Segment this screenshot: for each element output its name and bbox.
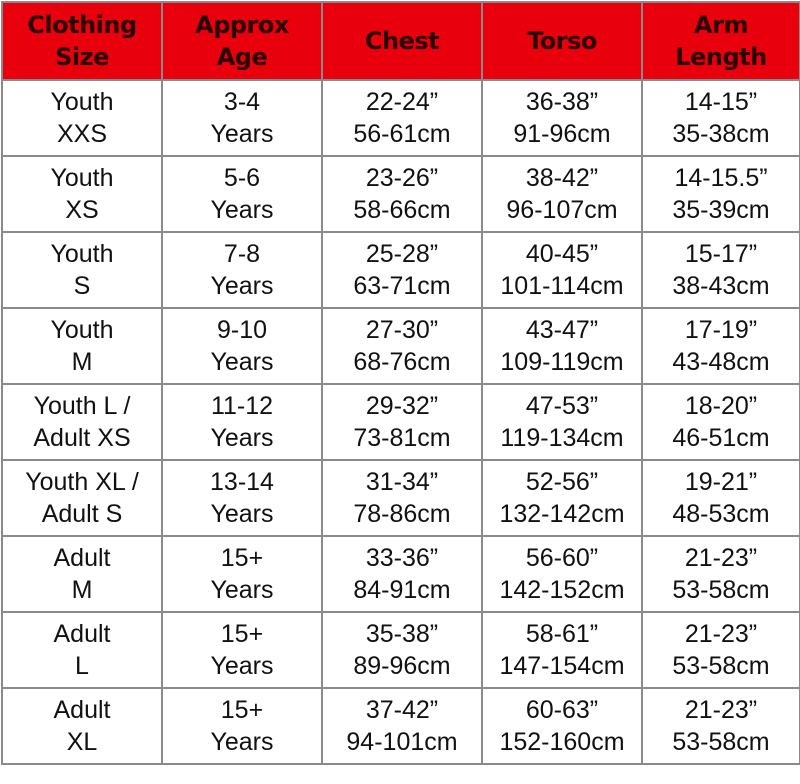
table-body xyxy=(2,80,800,764)
cell-line: Adult XS xyxy=(33,424,131,452)
cell-line: 53-58cm xyxy=(672,576,770,604)
header-clothing-size xyxy=(2,2,162,80)
cell-line: L xyxy=(75,652,89,680)
age-cell xyxy=(162,384,322,460)
header-line: Age xyxy=(216,43,268,71)
cell-line: Years xyxy=(210,196,274,224)
cell-line: S xyxy=(73,272,91,300)
cell-line: Adult xyxy=(53,544,111,572)
table-row xyxy=(2,688,800,764)
table-row xyxy=(2,232,800,308)
table-row xyxy=(2,460,800,536)
cell-line: 38-43cm xyxy=(672,272,770,300)
cell-line: 23-26” xyxy=(365,164,439,192)
size-cell xyxy=(2,80,162,156)
cell-line: 33-36” xyxy=(365,544,439,572)
cell-line: 43-48cm xyxy=(672,348,770,376)
chest-cell xyxy=(322,80,482,156)
table-row xyxy=(2,536,800,612)
header-line: Clothing xyxy=(27,11,137,39)
chest-cell xyxy=(322,232,482,308)
arm-length-cell xyxy=(642,156,800,232)
cell-line: 119-134cm xyxy=(500,424,624,452)
cell-line: XS xyxy=(65,196,99,224)
cell-line: 5-6 xyxy=(223,164,261,192)
cell-line: 43-47” xyxy=(525,316,599,344)
cell-line: 21-23” xyxy=(684,544,758,572)
cell-line: 56-60” xyxy=(525,544,599,572)
table-header xyxy=(2,2,800,80)
cell-line: Youth xyxy=(50,164,114,192)
cell-line: Youth XL / xyxy=(25,468,139,496)
cell-line: 13-14 xyxy=(210,468,274,496)
cell-line: 53-58cm xyxy=(672,728,770,756)
size-chart-table xyxy=(1,1,800,765)
header-row xyxy=(2,2,800,80)
header-arm-length xyxy=(642,2,800,80)
cell-line: Adult S xyxy=(41,500,123,528)
age-cell xyxy=(162,80,322,156)
cell-line: 15+ xyxy=(220,544,264,572)
cell-line: Adult xyxy=(53,696,111,724)
cell-line: Years xyxy=(210,728,274,756)
torso-cell xyxy=(482,688,642,764)
size-cell xyxy=(2,308,162,384)
header-line: Torso xyxy=(527,27,597,55)
torso-cell xyxy=(482,384,642,460)
cell-line: 7-8 xyxy=(223,240,261,268)
size-cell xyxy=(2,232,162,308)
cell-line: 63-71cm xyxy=(353,272,451,300)
cell-line: 48-53cm xyxy=(672,500,770,528)
cell-line: 53-58cm xyxy=(672,652,770,680)
chest-cell xyxy=(322,384,482,460)
size-cell xyxy=(2,460,162,536)
cell-line: Youth L / xyxy=(33,392,131,420)
size-cell xyxy=(2,612,162,688)
cell-line: 46-51cm xyxy=(672,424,770,452)
cell-line: 37-42” xyxy=(365,696,439,724)
cell-line: Adult xyxy=(53,620,111,648)
table-row xyxy=(2,156,800,232)
cell-line: Youth xyxy=(50,88,114,116)
arm-length-cell xyxy=(642,80,800,156)
cell-line: 21-23” xyxy=(684,696,758,724)
chest-cell xyxy=(322,308,482,384)
cell-line: Years xyxy=(210,652,274,680)
cell-line: 47-53” xyxy=(525,392,599,420)
size-cell xyxy=(2,384,162,460)
cell-line: 40-45” xyxy=(525,240,599,268)
arm-length-cell xyxy=(642,460,800,536)
cell-line: 152-160cm xyxy=(499,728,625,756)
cell-line: 11-12 xyxy=(210,392,274,420)
arm-length-cell xyxy=(642,688,800,764)
arm-length-cell xyxy=(642,384,800,460)
size-cell xyxy=(2,536,162,612)
cell-line: 38-42” xyxy=(525,164,599,192)
cell-line: 31-34” xyxy=(365,468,439,496)
table-row xyxy=(2,308,800,384)
arm-length-cell xyxy=(642,308,800,384)
cell-line: 68-76cm xyxy=(353,348,451,376)
cell-line: 60-63” xyxy=(525,696,599,724)
cell-line: M xyxy=(71,348,93,376)
cell-line: 58-61” xyxy=(525,620,599,648)
header-line: Size xyxy=(55,43,109,71)
age-cell xyxy=(162,536,322,612)
header-approx-age xyxy=(162,2,322,80)
arm-length-cell xyxy=(642,232,800,308)
header-chest xyxy=(322,2,482,80)
cell-line: 18-20” xyxy=(684,392,758,420)
cell-line: 15+ xyxy=(220,620,264,648)
cell-line: 25-28” xyxy=(365,240,439,268)
table-row xyxy=(2,80,800,156)
torso-cell xyxy=(482,156,642,232)
cell-line: Years xyxy=(210,348,274,376)
cell-line: 73-81cm xyxy=(353,424,451,452)
cell-line: 52-56” xyxy=(525,468,599,496)
cell-line: 29-32” xyxy=(365,392,439,420)
cell-line: Years xyxy=(210,424,274,452)
cell-line: 15+ xyxy=(220,696,264,724)
cell-line: XL xyxy=(66,728,98,756)
age-cell xyxy=(162,156,322,232)
arm-length-cell xyxy=(642,612,800,688)
cell-line: Years xyxy=(210,272,274,300)
header-torso xyxy=(482,2,642,80)
cell-line: 147-154cm xyxy=(499,652,625,680)
cell-line: 19-21” xyxy=(684,468,758,496)
cell-line: 15-17” xyxy=(684,240,758,268)
age-cell xyxy=(162,308,322,384)
table-row xyxy=(2,384,800,460)
size-cell xyxy=(2,688,162,764)
cell-line: 101-114cm xyxy=(500,272,624,300)
cell-line: 78-86cm xyxy=(353,500,451,528)
table-row xyxy=(2,612,800,688)
cell-line: 14-15.5” xyxy=(674,164,768,192)
torso-cell xyxy=(482,536,642,612)
cell-line: 17-19” xyxy=(684,316,758,344)
cell-line: Youth xyxy=(50,240,114,268)
age-cell xyxy=(162,460,322,536)
cell-line: 35-39cm xyxy=(672,196,770,224)
chest-cell xyxy=(322,688,482,764)
cell-line: 84-91cm xyxy=(353,576,451,604)
cell-line: Years xyxy=(210,576,274,604)
cell-line: 89-96cm xyxy=(353,652,451,680)
chest-cell xyxy=(322,612,482,688)
cell-line: 35-38cm xyxy=(672,120,770,148)
size-cell xyxy=(2,156,162,232)
torso-cell xyxy=(482,308,642,384)
cell-line: 109-119cm xyxy=(500,348,624,376)
header-line: Arm xyxy=(694,11,748,39)
age-cell xyxy=(162,612,322,688)
cell-line: Years xyxy=(210,500,274,528)
header-line: Approx xyxy=(195,11,289,39)
arm-length-cell xyxy=(642,536,800,612)
cell-line: M xyxy=(71,576,93,604)
chest-cell xyxy=(322,536,482,612)
age-cell xyxy=(162,232,322,308)
cell-line: Youth xyxy=(50,316,114,344)
cell-line: 142-152cm xyxy=(499,576,625,604)
cell-line: 21-23” xyxy=(684,620,758,648)
cell-line: 27-30” xyxy=(365,316,439,344)
header-line: Length xyxy=(675,43,767,71)
chest-cell xyxy=(322,156,482,232)
cell-line: 94-101cm xyxy=(346,728,458,756)
cell-line: 132-142cm xyxy=(499,500,625,528)
cell-line: 36-38” xyxy=(525,88,599,116)
torso-cell xyxy=(482,232,642,308)
cell-line: 56-61cm xyxy=(353,120,451,148)
cell-line: XXS xyxy=(56,120,108,148)
torso-cell xyxy=(482,80,642,156)
cell-line: 58-66cm xyxy=(353,196,451,224)
torso-cell xyxy=(482,460,642,536)
cell-line: 3-4 xyxy=(223,88,261,116)
cell-line: Years xyxy=(210,120,274,148)
torso-cell xyxy=(482,612,642,688)
cell-line: 9-10 xyxy=(216,316,268,344)
cell-line: 14-15” xyxy=(684,88,758,116)
age-cell xyxy=(162,688,322,764)
cell-line: 35-38” xyxy=(365,620,439,648)
header-line: Chest xyxy=(364,27,440,55)
cell-line: 96-107cm xyxy=(506,196,618,224)
cell-line: 22-24” xyxy=(365,88,439,116)
cell-line: 91-96cm xyxy=(513,120,611,148)
chest-cell xyxy=(322,460,482,536)
